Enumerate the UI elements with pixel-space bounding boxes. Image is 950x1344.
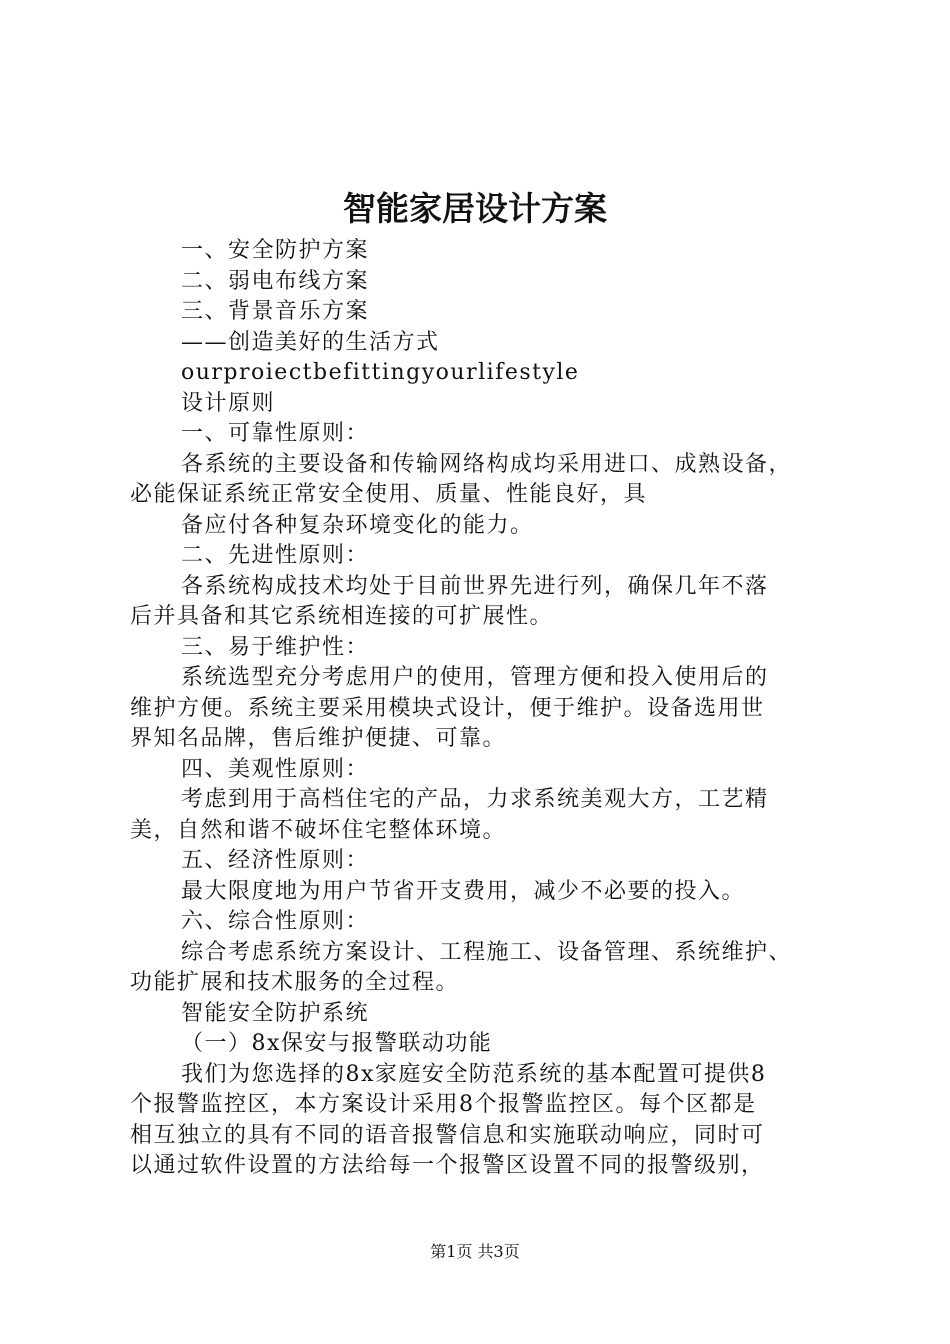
paragraph-line: 考虑到用于高档住宅的产品，力求系统美观大方，工艺精	[181, 787, 769, 812]
paragraph-line: 维护方便。系统主要采用模块式设计，便于维护。设备选用世	[130, 695, 765, 721]
section-heading: 智能安全防护系统	[181, 1000, 370, 1026]
paragraph-line: 备应付各种复杂环境变化的能力。	[181, 512, 534, 538]
page-footer: 第1页 共3页	[430, 1242, 520, 1261]
section-heading: （一）8x保安与报警联动功能	[181, 1031, 493, 1056]
section-heading: 二、先进性原则：	[181, 543, 370, 568]
paragraph-line: 必能保证系统正常安全使用、质量、性能良好，具	[130, 482, 648, 507]
section-heading: 设计原则	[181, 390, 276, 416]
text-line: 三、背景音乐方案	[181, 299, 370, 324]
text-line: 一、安全防护方案	[181, 238, 370, 263]
section-heading: 三、易于维护性：	[181, 634, 370, 660]
paragraph-line: 以通过软件设置的方法给每一个报警区设置不同的报警级别，	[130, 1153, 765, 1178]
paragraph-line: 系统选型充分考虑用户的使用，管理方便和投入使用后的	[181, 665, 769, 690]
paragraph-line: 综合考虑系统方案设计、工程施工、设备管理、系统维护、	[181, 939, 793, 965]
section-heading: 四、美观性原则：	[181, 756, 370, 782]
section-heading: 六、综合性原则：	[181, 909, 370, 934]
paragraph-line: 最大限度地为用户节省开支费用，减少不必要的投入。	[181, 878, 746, 904]
paragraph-line: 美，自然和谐不破坏住宅整体环境。	[130, 817, 507, 843]
section-heading: 一、可靠性原则：	[181, 421, 370, 446]
paragraph-line: 各系统的主要设备和传输网络构成均采用进口、成熟设备，	[181, 451, 793, 477]
paragraph-line: 后并具备和其它系统相连接的可扩展性。	[130, 604, 554, 629]
paragraph-line: 各系统构成技术均处于目前世界先进行列，确保几年不落	[181, 573, 769, 599]
paragraph-line: 我们为您选择的8x家庭安全防范系统的基本配置可提供8	[181, 1061, 767, 1087]
document-body	[130, 236, 835, 1182]
document-title: 智能家居设计方案	[343, 189, 607, 228]
section-heading: 五、经济性原则：	[181, 848, 370, 873]
paragraph-line: 界知名品牌，售后维护便捷、可靠。	[130, 726, 507, 751]
paragraph-line: 相互独立的具有不同的语音报警信息和实施联动响应，同时可	[130, 1122, 765, 1148]
text-line: ——创造美好的生活方式	[181, 329, 440, 355]
paragraph-line: 功能扩展和技术服务的全过程。	[130, 970, 460, 995]
text-line: ourproiectbefittingyourlifestyle	[181, 360, 580, 385]
text-line: 二、弱电布线方案	[181, 268, 370, 294]
paragraph-line: 个报警监控区，本方案设计采用8个报警监控区。每个区都是	[130, 1092, 757, 1117]
